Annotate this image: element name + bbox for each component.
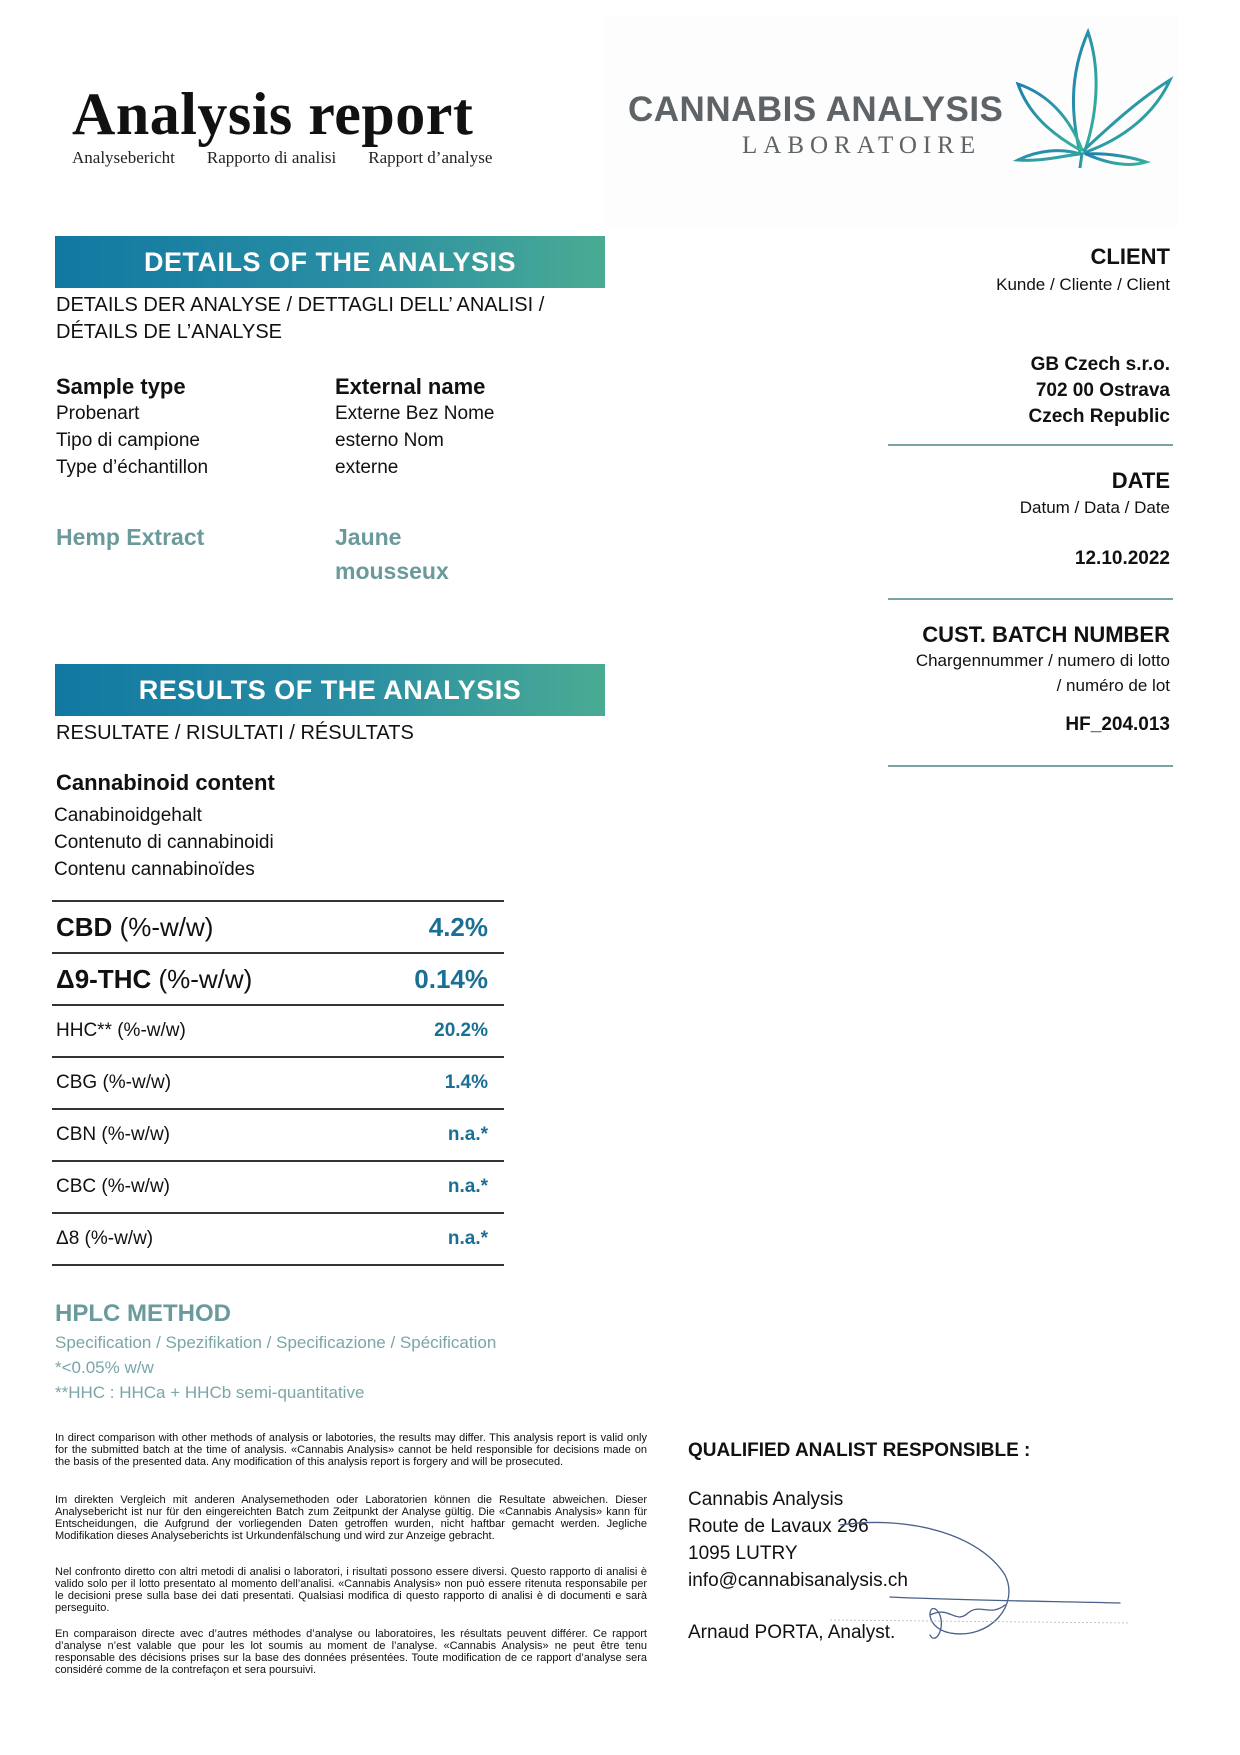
date-heading: DATE: [1111, 468, 1170, 493]
table-row: Δ9-THC (%-w/w) 0.14%: [52, 952, 504, 1004]
sample-type-value: Hemp Extract: [56, 524, 205, 550]
cannabinoid-value: 0.14%: [414, 963, 488, 994]
cannabinoid-value: 1.4%: [444, 1072, 488, 1093]
sample-type-block: [56, 374, 208, 481]
cannabinoid-name: HHC** (%-w/w): [56, 1020, 186, 1041]
cannabinoid-name: Δ8 (%-w/w): [56, 1228, 154, 1249]
sample-type-translations: Probenart Tipo di campione Type d’échantillon: [56, 403, 209, 478]
subtitle-fr: Rapport d’analyse: [368, 148, 493, 167]
client-sub: Kunde / Cliente / Client: [996, 275, 1170, 294]
divider: [888, 598, 1173, 600]
divider: [888, 444, 1173, 446]
results-subtitle: RESULTATE / RISULTATI / RÉSULTATS: [56, 722, 414, 744]
cannabinoid-value: 20.2%: [434, 1020, 488, 1041]
cannabinoid-label: Cannabinoid content: [56, 770, 275, 795]
subtitle-de: Analysebericht: [72, 148, 175, 167]
logo-subtitle: LABORATOIRE: [742, 132, 982, 159]
external-name-value: Jaune mousseux: [335, 524, 449, 584]
report-title: Analysis report: [72, 81, 474, 147]
cannabinoid-translations: Canabinoidgehalt Contenuto di cannabinoidi Contenu cannabinoïdes: [54, 805, 274, 880]
divider: [888, 765, 1173, 767]
cannabinoid-name: Δ9-THC: [56, 963, 152, 994]
subtitle-it: Rapporto di analisi: [206, 148, 337, 167]
cannabinoid-value: n.a.*: [447, 1124, 488, 1145]
cannabinoid-name: CBD: [56, 911, 113, 942]
table-row: [52, 1212, 504, 1266]
lab-address: Cannabis Analysis Route de Lavaux 296 1095 LUTRY info@cannabisanalysis.ch: [688, 1489, 908, 1591]
qualified-title: QUALIFIED ANALIST RESPONSIBLE :: [688, 1440, 1031, 1461]
disclaimer-de: Im direkten Vergleich mit anderen Analysemethoden oder Laboratorien können die Resultate abweichen. Dieser Analysebericht ist nur für den eingereichten Batch zum Zeitpunkt der Analyse gültig. Die «Cannabis Analysis» kann für Entscheidungen, die Aufgrund der vorliegenden Daten getroffen wurden, nicht haftbar gemacht werden. Jegliche Modifikation dieses Analyseberichts ist Urkundenfälschung und wird zur Anzeige gebracht.: [55, 1494, 647, 1542]
disclaimer-en: In direct comparison with other methods of analysis or labotories, the results may differ. This analysis report is valid only for the submitted batch at the time of analysis. «Cannabis Analysis» cannot be held responsible for decisions made on the basis of the presented data. Any modification of this analysis report is forgery and will be prosecuted.: [55, 1432, 647, 1468]
batch-heading: CUST. BATCH NUMBER: [922, 622, 1170, 647]
cannabinoid-value: n.a.*: [447, 1228, 488, 1249]
batch-value: HF_204.013: [1065, 714, 1170, 735]
signature-icon: [830, 1505, 1130, 1665]
table-row: [52, 1056, 504, 1108]
cannabinoid-name: CBC (%-w/w): [56, 1176, 170, 1197]
report-subtitles: [72, 148, 492, 168]
client-heading: CLIENT: [1090, 244, 1170, 269]
table-row: [52, 1160, 504, 1212]
details-subtitle: DETAILS DER ANALYSE / DETTAGLI DELL’ ANALISI / DÉTAILS DE L’ANALYSE: [56, 294, 545, 343]
analyst-name: Arnaud PORTA, Analyst.: [688, 1622, 896, 1643]
details-banner: DETAILS OF THE ANALYSIS: [55, 236, 605, 288]
external-name-translations: Externe Bez Nome esterno Nom externe: [335, 403, 495, 478]
table-row: [52, 1108, 504, 1160]
hplc-title: HPLC METHOD: [55, 1300, 231, 1327]
date-sub: Datum / Data / Date: [1019, 498, 1170, 517]
table-row: CBD (%-w/w) 4.2%: [52, 900, 504, 952]
date-value: 12.10.2022: [1074, 548, 1170, 569]
external-name-label: External name: [335, 374, 486, 399]
cannabinoid-value: n.a.*: [447, 1176, 488, 1197]
disclaimer-fr: En comparaison directe avec d’autres méthodes d’analyse ou laboratoires, les résultats peuvent différer. Ce rapport d’analyse n’est valable que pour les lot soumis au moment de l’analyse. «Cannabis Analysis» ne peut être tenu responsable des décisions prises sur la base des données présentées. Toute modification de ce rapport d’analyse sera considéré comme de la contrefaçon et sera poursuivi.: [55, 1628, 647, 1676]
cannabis-leaf-icon: [1010, 28, 1180, 168]
external-name-block: [335, 374, 494, 481]
client-address: GB Czech s.r.o. 702 00 Ostrava Czech Republic: [1028, 354, 1170, 427]
disclaimer-it: Nel confronto diretto con altri metodi di analisi o laboratori, i risultati possono essere diversi. Questo rapporto di analisi è valido solo per il lotto presentato al momento dell’analisi. «Cannabis Analysis» non può essere ritenuta responsabile per le decisioni prese sulla base dei dati presentati. Qualsiasi modifica di questo rapporto di analisi è di documenti e sarà perseguito.: [55, 1566, 647, 1614]
table-row: [52, 1004, 504, 1056]
logo-name: CANNABIS ANALYSIS: [628, 90, 1004, 129]
cannabinoid-name: CBN (%-w/w): [56, 1124, 170, 1145]
results-banner: RESULTS OF THE ANALYSIS: [55, 664, 605, 716]
hplc-notes: Specification / Spezifikation / Specificazione / Spécification *<0.05% w/w **HHC : HHCa + HHCb semi-quantitative: [55, 1333, 497, 1402]
sample-type-label: Sample type: [56, 374, 186, 399]
cannabinoid-value: 4.2%: [428, 911, 488, 942]
batch-sub: Chargennummer / numero di lotto / numéro de lot: [915, 651, 1170, 695]
results-table: [52, 900, 504, 1266]
cannabinoid-name: CBG (%-w/w): [56, 1072, 172, 1093]
